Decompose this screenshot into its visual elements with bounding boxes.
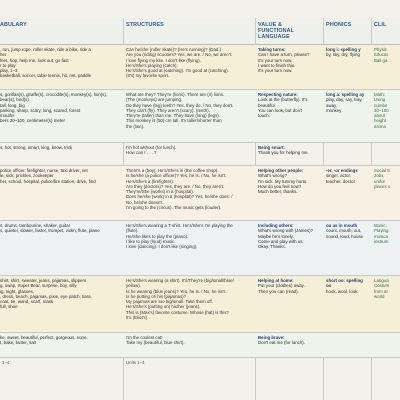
- vocab-cell: shirt, shirt, sweater, jeans, pajamas, slippers g, swap, Super Bear, surprise, boy, silly ig, night, glasses, , dress, beach, pajamas, pixie, eye patch, tiara, coat, tie, wand, scarf, mask full, shoe: [0, 278, 92, 310]
- value-cell: [258, 92, 322, 118]
- phonics-text: singer, actor, teacher, doctor: [326, 173, 356, 184]
- header-value-functional-language: VALUE & FUNCTIONAL LANGUAGE: [258, 22, 295, 40]
- phonics-cell: [326, 168, 372, 184]
- table-row: [0, 221, 400, 276]
- value-text: What's wrong? I'm sick. My tummy hurts. How do you feel now? Much better, thanks.: [258, 173, 308, 195]
- clil-cell: Social S Jobs, unifor places o: [374, 168, 391, 189]
- value-title: Taking turns:: [258, 47, 286, 52]
- structures-cell: I'm the coolest cat! Take my (beautiful, blue shirt).: [126, 335, 185, 346]
- vocab-cell: s, gorillas(s), giraffe(s), crocodile(s), monkey(s), lion(s), bear(s), bird(s) tall, long, big parking, sharp, scary, long, scared, forest mouths bers 30–100, centimeter(s) meter: [0, 92, 108, 124]
- table-row: [0, 333, 400, 358]
- clil-cell: Math: Using numbe 30–100 about height anima: [374, 92, 389, 129]
- value-text: Look at the (butterfly). It's beautiful. You can look, but don't touch.: [258, 97, 308, 119]
- structures-cell: What are they? They're (lions). There are (4) lions. (The (monkeys) are jumping. Do they have (big) teeth? Yes, they do. / No, they don't. They can't (fly). They aren't (scary). (teeth). They're (taller) than me. They have (long) (legs). This monkey is (50) cm tall. It's taller/shorter than the (lion).: [126, 92, 234, 129]
- phonics-cell: [326, 47, 372, 58]
- table-row: [0, 90, 400, 143]
- value-title: Helping other people:: [258, 168, 304, 173]
- value-title: Being smart:: [258, 145, 285, 150]
- phonics-title: long a: spelling ay: [326, 92, 365, 97]
- phonics-cell: [326, 278, 372, 294]
- value-text: Can I have a turn, please? It's your turn now. I want to finish this. It's your turn now.: [258, 52, 310, 74]
- vocab-cell: s, drums, tambourine, shaker, guitar s, quieter, slower, faster, trumpet, violin, flute, piano: [0, 223, 100, 234]
- phonics-text: hook, wool, look: [326, 288, 358, 294]
- phonics-text: count, mouth, out, sound, loud, house: [326, 228, 364, 239]
- table-row: [0, 143, 400, 166]
- phonics-title: short oo: spelling oo: [326, 278, 363, 289]
- value-text: Put your (clothes) away. Then you can (read).: [258, 283, 305, 294]
- value-cell: [258, 335, 322, 346]
- value-text: Don't eat me (for lunch).: [258, 340, 305, 346]
- phonics-cell: [326, 92, 372, 113]
- phonics-title: -er, -or endings: [326, 168, 358, 173]
- header-clil: CLIL: [374, 22, 387, 28]
- table-row: [0, 166, 400, 221]
- vocab-cell: ke, sweet, beautiful, perfect, gorgeous, none, t, bake, butter, salt: [0, 335, 88, 346]
- value-cell: [258, 223, 322, 249]
- phonics-title: long i: spelling y: [326, 47, 361, 52]
- structures-cell: There's a (boy). He's/She's in (the coffee shop). Is he/she (a police officer)? Yes, he is. / No, he isn't. He's/She's a (firefighter). Are they (doctors)? Yes, they are. / No, they aren't. They're/She (works) in a (hospital). Does he/she (work) in a (hospital)? Yes, he/she does. / No, he/she doesn't. I'm going to the (circus). The music gets (louder).: [126, 168, 233, 211]
- value-title: Including others:: [258, 223, 294, 228]
- vocab-cell: s, hot, strong, smart, king, know, trick: [0, 145, 73, 150]
- table-row: [0, 276, 400, 333]
- value-cell: [258, 145, 322, 156]
- clil-cell: Langua Costum from ar world: [374, 278, 390, 299]
- structures-cell: I'm hot without (for lunch). How can I . . . ?: [126, 145, 177, 156]
- vocab-cell: , run, jump rope, roller skate, ride a bike, ride a her feet, hop, help me, look out, go fast r to play play, 1–3 basketball, soccer, table tennis, hit, net, paddle: [0, 47, 92, 79]
- value-title: Being brave:: [258, 335, 285, 340]
- value-cell: [258, 278, 322, 294]
- value-title: Helping at home:: [258, 278, 294, 283]
- structures-cell: Can he/she (roller skate)? (He's running)? (Dad.) Are you (riding) scooters? Yes, we are. / No, we aren't. I love flying my kite. I don't like (flying). He's/She's playing (catch). He's/She's good at (catching). I'm good at (catching). (It's) my favorite sport.: [126, 47, 233, 79]
- value-text: What's wrong with (James)? Maybe he's lonely. Come and play with us. Okay. Thanks.: [258, 228, 314, 250]
- structures-cell: He's/She's wearing a T-shirt. He's/She's I'm playing the (flute). He/She likes to play the (piano). I like to play (loud) music. I love (dancing). I don't like (singing).: [126, 223, 233, 250]
- phonics-text: play, day, say, tray, away, monkey: [326, 97, 363, 113]
- footer-units-mid: Units 1–4: [126, 360, 145, 365]
- table-header: [0, 18, 400, 45]
- phonics-title: ou as in mouth: [326, 223, 358, 228]
- value-cell: [258, 168, 322, 194]
- phonics-cell: [326, 223, 372, 239]
- value-text: Thank you for helping me.: [258, 150, 309, 156]
- phonics-text: by, sky, dry, flying: [326, 52, 360, 58]
- clil-cell: Physic Educat Ball ga: [374, 47, 388, 63]
- value-title: Respecting nature:: [258, 92, 298, 97]
- header-vocabulary: ABULARY: [0, 22, 27, 28]
- header-structures: STRUCTURES: [126, 22, 164, 28]
- vocab-cell: police officer, firefighter, nurse, taxi driver, vet le, sick, prickles, zookeeper her, school, hospital, police/fire station, drive, find: [0, 168, 96, 184]
- table-row: [0, 45, 400, 90]
- header-phonics: PHONICS: [326, 22, 352, 28]
- structures-cell: He's/She's wearing (a shirt). It's/They're (big/small/blue/ yellow). Is he wearing (blue jeans)? Yes, he is. / No, he isn't. Is he putting on his (pajamas)? My pajamas are too big/small. Take them off. He's/She's (putting on) his/her (jeans). This is (Max's) favorite costume. Whose (hat) is this? It's (Eliot's).: [126, 278, 234, 321]
- clil-cell: Music: Playing musica instrum: [374, 223, 389, 244]
- value-cell: [258, 47, 322, 73]
- footer-units-left: 1–4: [2, 360, 10, 365]
